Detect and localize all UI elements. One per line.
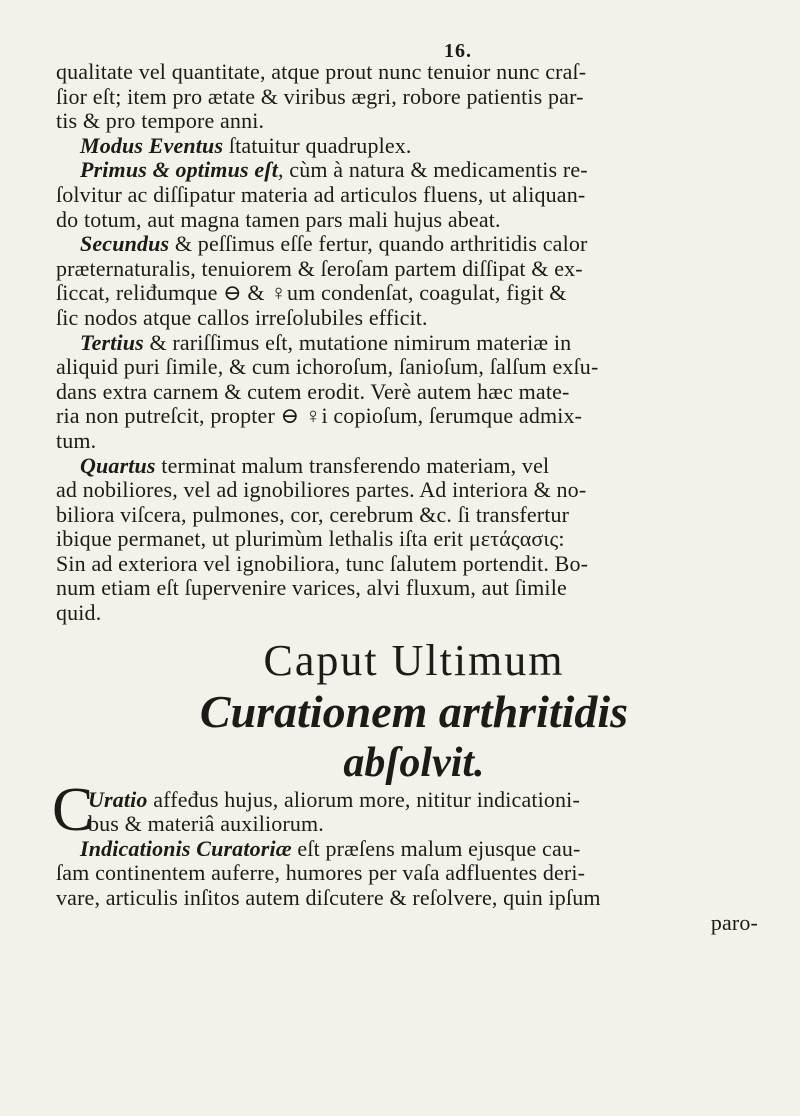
text-segment: affeđus hujus, aliorum more, nititur indicationi- [147, 786, 580, 812]
text-line: biliora viſcera, pulmones, cor, cerebrum &c. ſi transfertur [56, 501, 570, 527]
tertius-line [56, 331, 772, 356]
quartus-term: Quartus [80, 452, 156, 478]
indicationis-term: Indicationis Curatoriæ [80, 835, 292, 861]
text-line: ad nobiliores, vel ad ignobiliores partes. Ad interiora & no- [56, 477, 587, 503]
text-line: præternaturalis, tenuiorem & ſeroſam partem diſſipat & ex- [56, 255, 583, 281]
page-number: 16. [444, 40, 472, 62]
indicationis-line [56, 837, 772, 862]
text-line: quid. [56, 600, 102, 626]
text-line: dans extra carnem & cutem erodit. Verè autem hæc mate- [56, 378, 570, 404]
text-line: ſic nodos atque callos irreſolubiles efficit. [56, 304, 428, 330]
text-segment: eſt præſens malum ejusque cau- [291, 835, 581, 861]
chapter-subtitle-end: abſolvit. [343, 739, 485, 786]
text-line: ſiccat, reliđumque ⊖ & ♀um condenſat, coagulat, figit & [56, 280, 567, 306]
secundus-line [56, 232, 772, 257]
text-line: ibique permanet, ut plurimùm lethalis iſta erit μετάςασις: [56, 526, 565, 552]
text-line: aliquid puri ſimile, & cum ichoroſum, ſanioſum, ſalſum exſu- [56, 354, 599, 380]
curatio-term: Uratio [88, 786, 148, 812]
chapter-subtitle: Curationem arthritidis [199, 685, 629, 737]
curatio-line [56, 788, 772, 813]
text-segment: , cùm à natura & medicamentis re- [277, 157, 588, 183]
catchword: paro- [710, 909, 758, 935]
text-line: Sin ad exteriora vel ignobiliora, tunc ſalutem portendit. Bo- [56, 550, 589, 576]
text-line: ria non putreſcit, propter ⊖ ♀i copioſum, ſerumque admix- [56, 403, 583, 429]
text-line: vare, articulis inſitos autem diſcutere & reſolvere, quin ipſum [56, 885, 601, 911]
modus-term: Modus Eventus [80, 132, 224, 158]
text-line: ſolvitur ac diſſipatur materia ad articulos fluens, ut aliquan- [56, 181, 586, 207]
quartus-line [56, 454, 772, 479]
text-segment: & rariſſimus eſt, mutatione nimirum materiæ in [143, 329, 572, 355]
text-segment: terminat malum transferendo materiam, vel [155, 452, 550, 478]
modus-line [56, 134, 772, 159]
text-line: bus & materiâ auxiliorum. [88, 811, 324, 837]
chapter-heading: Caput Ultimum [263, 635, 565, 685]
page-body [52, 59, 772, 935]
curatio-paragraph [52, 775, 772, 844]
drop-cap: C [52, 775, 94, 844]
text-line: tis & pro tempore anni. [56, 108, 265, 134]
primus-line [56, 158, 772, 183]
text-line: tum. [56, 427, 97, 453]
text-line: ſam continentem auferre, humores per vaſa adfluentes deri- [56, 860, 586, 886]
text-line: num etiam eſt ſupervenire varices, alvi fluxum, aut ſimile [56, 575, 567, 601]
text-line: qualitate vel quantitate, atque prout nunc tenuior nunc craſ- [56, 59, 587, 84]
secundus-term: Secundus [80, 231, 170, 257]
tertius-term: Tertius [80, 329, 144, 355]
text-segment: & peſſimus eſſe fertur, quando arthritidis calor [169, 231, 588, 257]
text-line: do totum, aut magna tamen pars mali hujus abeat. [56, 206, 501, 232]
modus-text: ſtatuitur quadruplex. [228, 132, 412, 158]
text-line: ſior eſt; item pro ætate & viribus ægri, robore patientis par- [56, 83, 584, 109]
primus-term: Primus & optimus eſt [80, 157, 278, 183]
